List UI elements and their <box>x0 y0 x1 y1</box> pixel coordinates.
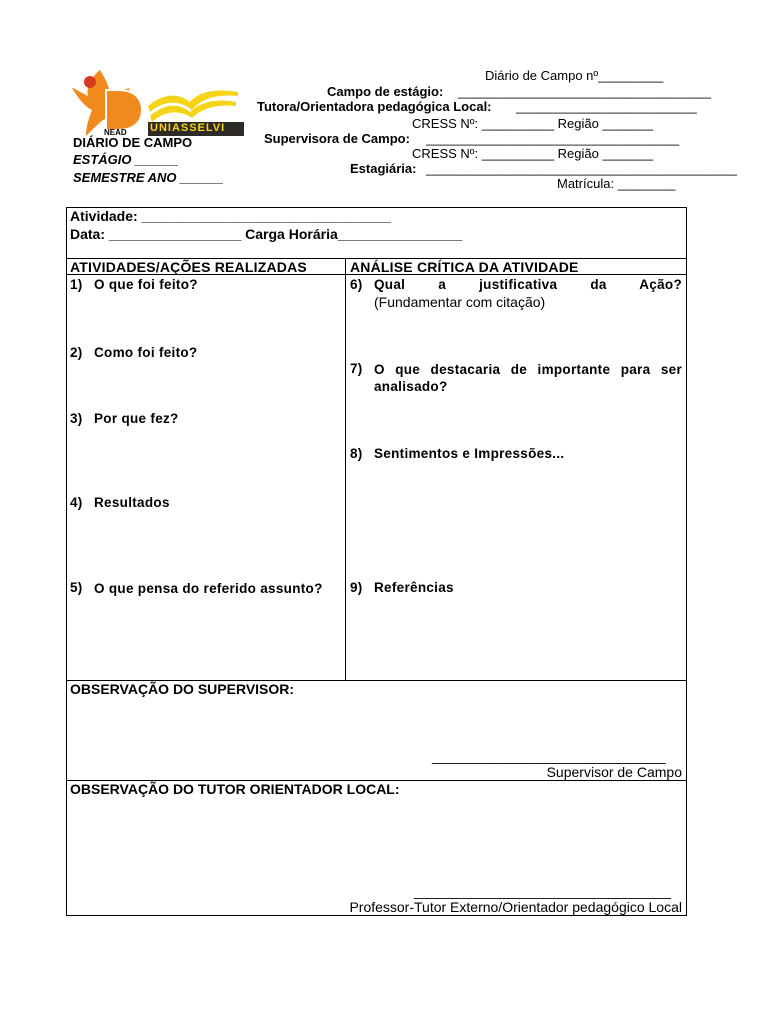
question-number: 1) <box>70 277 83 292</box>
nead-logo <box>70 66 250 142</box>
obs-tutor-title: OBSERVAÇÃO DO TUTOR ORIENTADOR LOCAL: <box>70 781 400 797</box>
question-text: Sentimentos e Impressões... <box>374 446 565 461</box>
diario-numero-field: Diário de Campo nº_________ <box>485 68 664 83</box>
cress-field-1: CRESS Nº: __________ Região _______ <box>412 116 654 131</box>
data-carga-field: Data: _________________ Carga Horária________________ <box>70 226 463 242</box>
question-text: O que foi feito? <box>94 277 198 292</box>
question-text: Qual a justificativa da Ação? <box>374 277 682 292</box>
estagiaria-line: ___________________________________________ <box>426 161 737 176</box>
question-6-subtext: (Fundamentar com citação) <box>374 294 546 310</box>
matricula-field: Matrícula: ________ <box>557 176 676 191</box>
obs-tutor-signature-label: Professor-Tutor Externo/Orientador pedagógico Local <box>349 899 682 915</box>
col-right-header: ANÁLISE CRÍTICA DA ATIVIDADE <box>350 259 579 275</box>
question-5 <box>70 580 342 616</box>
cress-field-2: CRESS Nº: __________ Região _______ <box>412 146 654 161</box>
question-text: Referências <box>374 580 454 595</box>
tutora-line: _________________________ <box>516 99 697 114</box>
estagiaria-label: Estagiária: <box>350 161 417 176</box>
question-number: 9) <box>350 580 363 595</box>
tutora-label: Tutora/Orientadora pedagógica Local: <box>257 99 492 114</box>
supervisora-line: ___________________________________ <box>426 131 680 146</box>
question-text: O que pensa do referido assunto? <box>94 581 323 596</box>
divider-columns <box>345 258 346 680</box>
atividade-field: Atividade: ________________________________ <box>70 208 391 224</box>
campo-estagio-line: ___________________________________ <box>458 84 712 99</box>
question-text: Por que fez? <box>94 411 179 426</box>
obs-tutor-signature-line: _________________________________ <box>414 883 671 899</box>
question-number: 8) <box>350 446 363 461</box>
obs-supervisor-signature-line: ______________________________ <box>432 748 666 764</box>
estagio-field: ESTÁGIO ______ <box>73 152 179 167</box>
question-number: 7) <box>350 361 363 376</box>
question-text: Como foi feito? <box>94 345 198 360</box>
question-number: 3) <box>70 411 83 426</box>
page-title: DIÁRIO DE CAMPO <box>73 135 193 150</box>
question-text: Resultados <box>94 495 170 510</box>
form-table <box>66 207 687 916</box>
question-7 <box>350 361 682 397</box>
obs-supervisor-title: OBSERVAÇÃO DO SUPERVISOR: <box>70 681 295 697</box>
uniasselvi-label: UNIASSELVI <box>150 122 226 134</box>
supervisora-label: Supervisora de Campo: <box>264 131 410 146</box>
col-left-header: ATIVIDADES/AÇÕES REALIZADAS <box>70 259 307 275</box>
question-number: 6) <box>350 277 363 292</box>
question-number: 4) <box>70 495 83 510</box>
question-number: 2) <box>70 345 83 360</box>
question-number: 5) <box>70 580 83 595</box>
nead-label: NEAD <box>104 128 127 137</box>
campo-estagio-label: Campo de estágio: <box>327 84 444 99</box>
semestre-ano-field: SEMESTRE ANO ______ <box>73 170 224 185</box>
question-text: O que destacaria de importante para ser analisado? <box>374 362 682 394</box>
obs-supervisor-signature-label: Supervisor de Campo <box>546 764 682 780</box>
